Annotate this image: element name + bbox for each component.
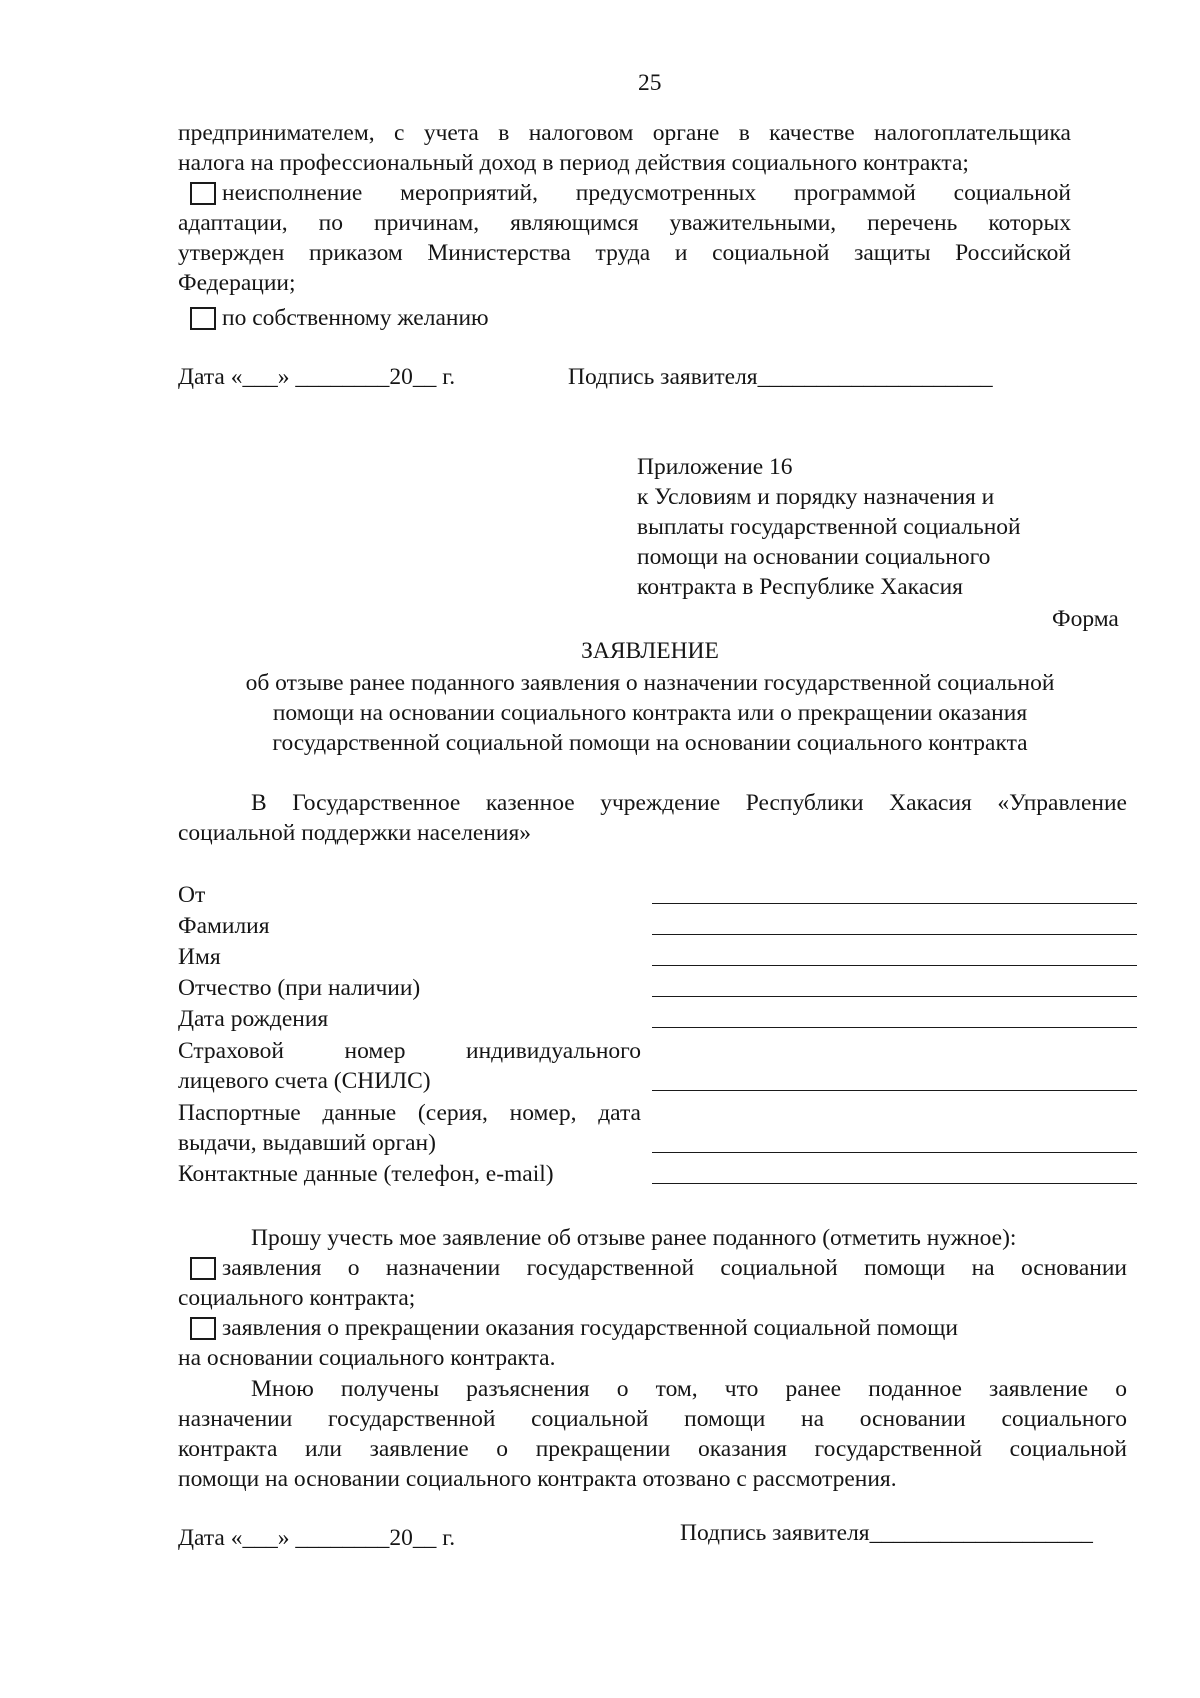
request-option-termination-line: на основании социального контракта. [178, 1345, 556, 1371]
request-option-assignment [190, 1253, 1127, 1283]
checkbox-termination[interactable] [190, 1317, 216, 1340]
signature-line-top[interactable]: Подпись заявителя____________________ [568, 364, 993, 390]
appendix-line: контракта в Республике Хакасия [637, 574, 963, 600]
option-nonperformance-text: неисполнение мероприятий, предусмотренных программой социальной [222, 180, 1071, 206]
option-own-will [190, 303, 489, 333]
field-label-snils-line2: лицевого счета (СНИЛС) [178, 1068, 431, 1094]
field-label-snils: Страховой номер индивидуального [178, 1038, 641, 1064]
addressee: В Государственное казенное учреждение Республики Хакасия «Управление [251, 790, 1127, 816]
request-option-termination-text: заявления о прекращении оказания государственной социальной помощи [222, 1315, 958, 1341]
field-line-surname[interactable] [652, 934, 1137, 935]
page-number: 25 [638, 70, 662, 96]
field-label-surname: Фамилия [178, 913, 270, 939]
form-label: Форма [1052, 606, 1119, 632]
addressee-line: социальной поддержки населения» [178, 820, 532, 846]
explanation: Мною получены разъяснения о том, что ранее поданное заявление о [251, 1376, 1127, 1402]
field-label-from: От [178, 882, 206, 908]
signature-line-bottom[interactable]: Подпись заявителя___________________ [680, 1520, 1093, 1546]
explanation-line: контракта или заявление о прекращении оказания государственной социальной [178, 1436, 1127, 1462]
field-line-contacts[interactable] [652, 1183, 1137, 1184]
option-own-will-text: по собственному желанию [222, 305, 489, 331]
field-label-contacts: Контактные данные (телефон, e-mail) [178, 1161, 554, 1187]
document-subtitle: помощи на основании социального контракта или о прекращении оказания [272, 700, 1028, 726]
appendix-line: помощи на основании социального [637, 544, 991, 570]
field-line-snils[interactable] [652, 1090, 1137, 1091]
date-line-bottom[interactable]: Дата «___» ________20__ г. [178, 1525, 456, 1551]
continuation-line: налога на профессиональный доход в период действия социального контракта; [178, 150, 969, 176]
appendix-line: к Условиям и порядку назначения и [637, 484, 995, 510]
field-line-passport[interactable] [652, 1152, 1137, 1153]
checkbox-nonperformance[interactable] [190, 182, 216, 205]
continuation-line: предпринимателем, с учета в налоговом органе в качестве налогоплательщика [178, 120, 1071, 146]
field-label-birth-date: Дата рождения [178, 1006, 329, 1032]
request-intro: Прошу учесть мое заявление об отзыве ранее поданного (отметить нужное): [251, 1225, 1017, 1251]
field-line-birth-date[interactable] [652, 1027, 1137, 1028]
explanation-line: помощи на основании социального контракта отозвано с рассмотрения. [178, 1466, 897, 1492]
option-nonperformance-line: Федерации; [178, 270, 296, 296]
option-nonperformance [190, 178, 1071, 208]
request-option-assignment-text: заявления о назначении государственной социальной помощи на основании [222, 1255, 1127, 1281]
checkbox-assignment[interactable] [190, 1257, 216, 1280]
field-line-name[interactable] [652, 965, 1137, 966]
date-line-top[interactable]: Дата «___» ________20__ г. [178, 364, 456, 390]
request-option-termination [190, 1313, 958, 1343]
checkbox-own-will[interactable] [190, 307, 216, 330]
field-label-patronymic: Отчество (при наличии) [178, 975, 421, 1001]
document-subtitle: об отзыве ранее поданного заявления о назначении государственной социальной [245, 670, 1055, 696]
field-line-patronymic[interactable] [652, 996, 1137, 997]
request-option-assignment-line: социального контракта; [178, 1285, 416, 1311]
field-label-passport-line2: выдачи, выдавший орган) [178, 1130, 436, 1156]
field-label-passport: Паспортные данные (серия, номер, дата [178, 1100, 641, 1126]
field-line-from[interactable] [652, 903, 1137, 904]
explanation-line: назначении государственной социальной помощи на основании социального [178, 1406, 1127, 1432]
document-subtitle: государственной социальной помощи на основании социального контракта [272, 730, 1028, 756]
option-nonperformance-line: адаптации, по причинам, являющимся уважительными, перечень которых [178, 210, 1071, 236]
option-nonperformance-line: утвержден приказом Министерства труда и социальной защиты Российской [178, 240, 1071, 266]
appendix-title: Приложение 16 [637, 454, 793, 480]
document-heading: ЗАЯВЛЕНИЕ [581, 638, 719, 664]
field-label-name: Имя [178, 944, 221, 970]
appendix-line: выплаты государственной социальной [637, 514, 1021, 540]
